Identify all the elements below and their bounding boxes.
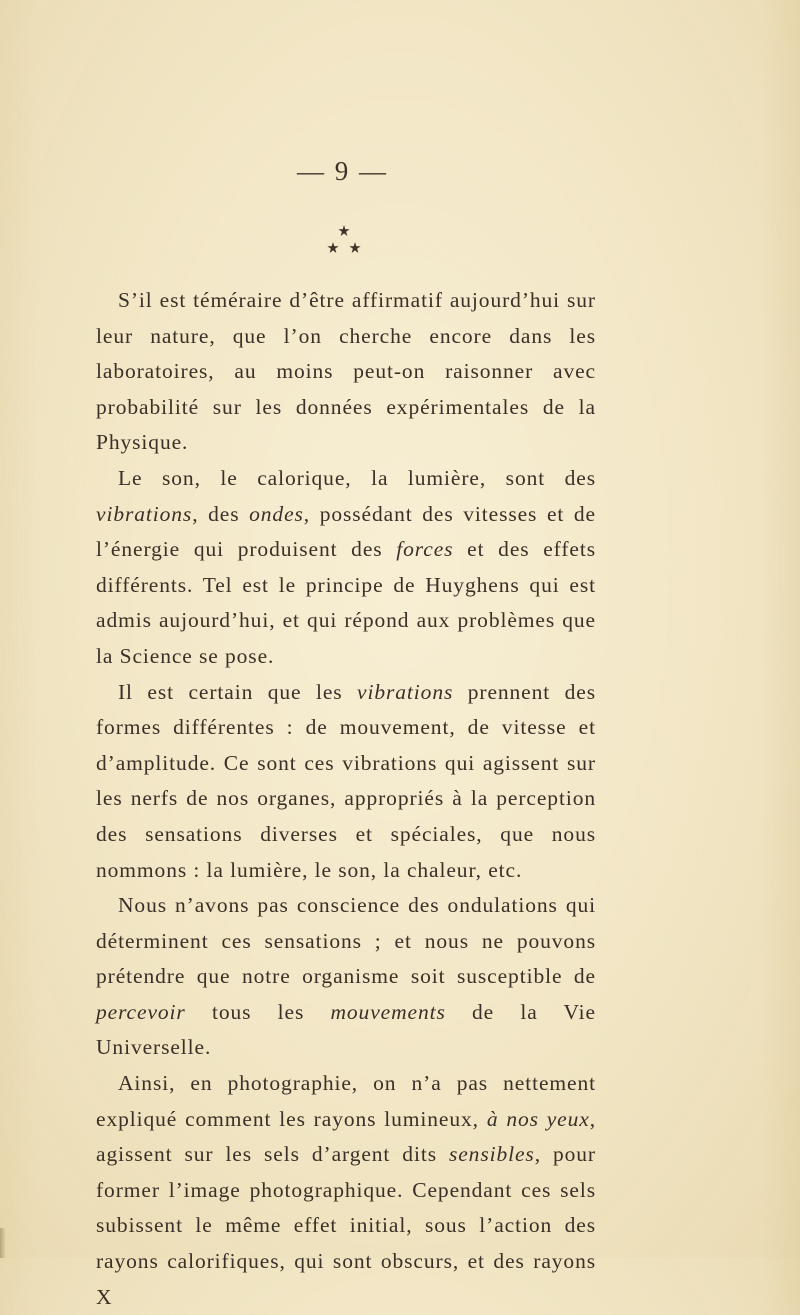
text-run: , possédant des vitesses et de l’énergie qui produisent des [96,501,596,562]
text-run: de la Vie Universelle. [96,999,596,1060]
text-run: Nous n’avons pas conscience des ondulations qui déterminent ces sensations ; et nous ne pouvons prétendre que notre organisme soit susceptible de [96,893,596,989]
page-number: — 9 — [297,156,388,186]
italic-text: ondes [249,501,304,526]
asterism-ornament [322,222,366,262]
asterism-star-left [327,242,338,253]
paragraph [96,675,596,889]
paragraph [96,1066,596,1315]
italic-text: vibrations [357,679,454,704]
page-edge-mark [0,1228,6,1258]
italic-text: sensibles [448,1142,535,1167]
text-run: Il est certain que les [118,679,358,704]
asterism-star-top [338,225,349,236]
text-run: , agissent sur les sels d’argent dits [96,1106,596,1167]
italic-text: mouvements [330,999,446,1024]
italic-text: vibrations [96,501,193,526]
italic-text: à nos yeux [486,1106,590,1131]
text-run: Le son, le calorique, la lumière, sont des [118,465,596,490]
text-run: Ainsi, en photographie, on n’a pas nettement expliqué comment les rayons lumineux, [96,1071,596,1131]
text-run: , pour former l’image photographique. Cependant ces sels subissent le même effet initial, sous l’action des rayons calorifiques, qui sont obscurs, et des rayons X [96,1142,596,1309]
paragraph [96,283,596,461]
text-run: tous les [185,999,331,1024]
body-text [96,283,596,1315]
paragraph [96,888,596,1066]
text-run: S’il est téméraire d’être affirmatif aujourd’hui sur leur nature, que l’on cherche encore dans les laboratoires, au moins peut-on raisonner avec probabilité sur les données expérimentales de la Physique. [96,288,596,455]
text-run: prennent des formes différentes : de mouvement, de vitesse et d’amplitude. Ce sont ces vibrations qui agissent sur les nerfs de nos organes, appropriés à la perception des sensations diverses et spéciales, que nous nommons : la lumière, le son, la chaleur, etc. [96,679,596,882]
asterism-star-right [349,242,360,253]
paragraph [96,461,596,675]
italic-text: forces [396,537,454,562]
text-run: et des effets différents. Tel est le principe de Huyghens qui est admis aujourd’hui, et qui répond aux problèmes que la Science se pose. [96,537,596,668]
italic-text: percevoir [96,999,186,1024]
text-run: , des [192,501,250,526]
